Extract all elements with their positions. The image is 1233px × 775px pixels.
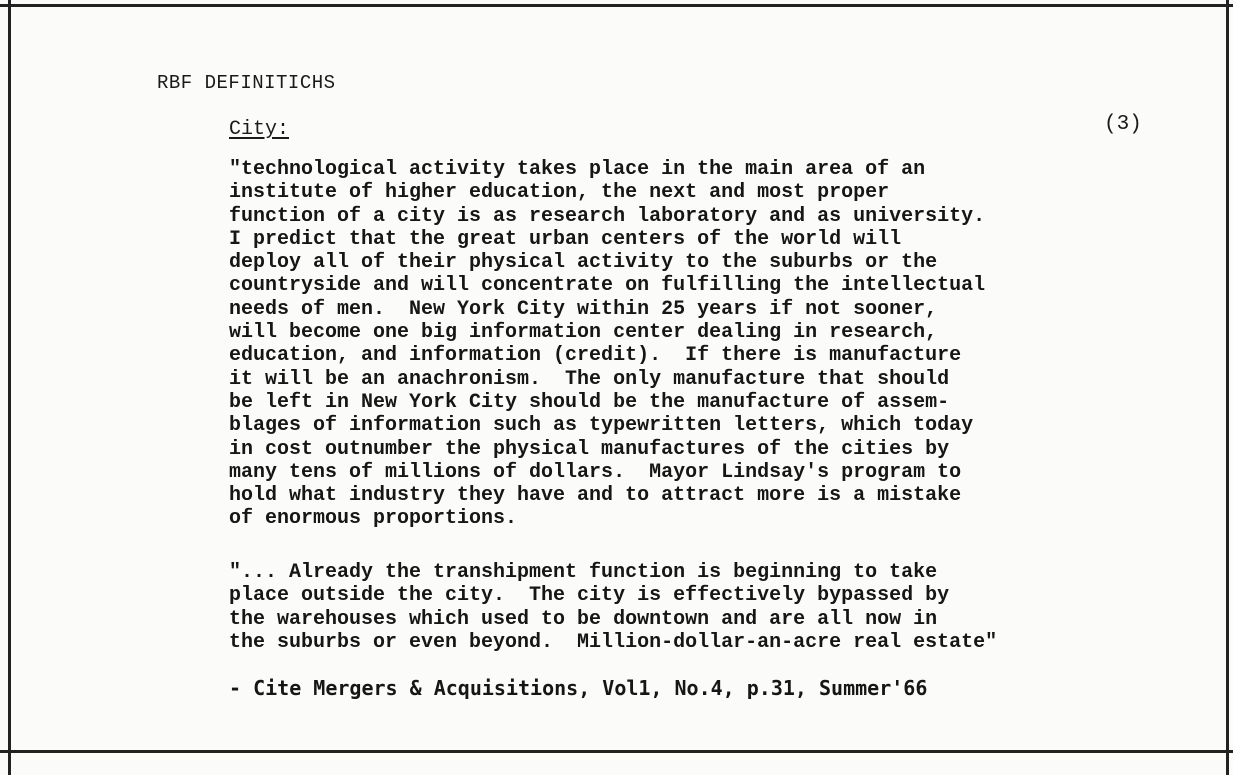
top-border-line <box>0 4 1233 7</box>
right-border-line <box>1226 0 1229 775</box>
document-heading: RBF DEFINITICHS <box>157 72 336 94</box>
quote-paragraph-1: "technological activity takes place in the main area of an institute of higher education, the next and most proper function of a city is as research laboratory and as university. I predict that the great urban centers of the world will deploy all of their physical activity to the suburbs or the countryside and will concentrate on fulfilling the intellectual needs of men. New York City within 25 years if not sooner, will become one big information center dealing in research, education, and information (credit). If there is manufacture it will be an anachronism. The only manufacture that should be left in New York City should be the manufacture of assem- blages of information such as typewritten letters, which today in cost outnumber the physical manufactures of the cities by many tens of millions of dollars. Mayor Lindsay's program to hold what industry they have and to attract more is a mistake of enormous proportions. <box>229 158 986 531</box>
quote-paragraph-2: "... Already the transhipment function is beginning to take place outside the city. The city is effectively bypassed by the warehouses which used to be downtown and are all now in the suburbs or even beyond. Million-dollar-an-acre real estate" <box>229 561 998 654</box>
left-border-line <box>8 0 11 775</box>
definition-label: City: <box>229 118 290 141</box>
bottom-border-line <box>0 750 1233 753</box>
citation-line: - Cite Mergers & Acquisitions, Vol1, No.4, p.31, Summer'66 <box>229 676 928 700</box>
page-number: (3) <box>1104 113 1142 136</box>
